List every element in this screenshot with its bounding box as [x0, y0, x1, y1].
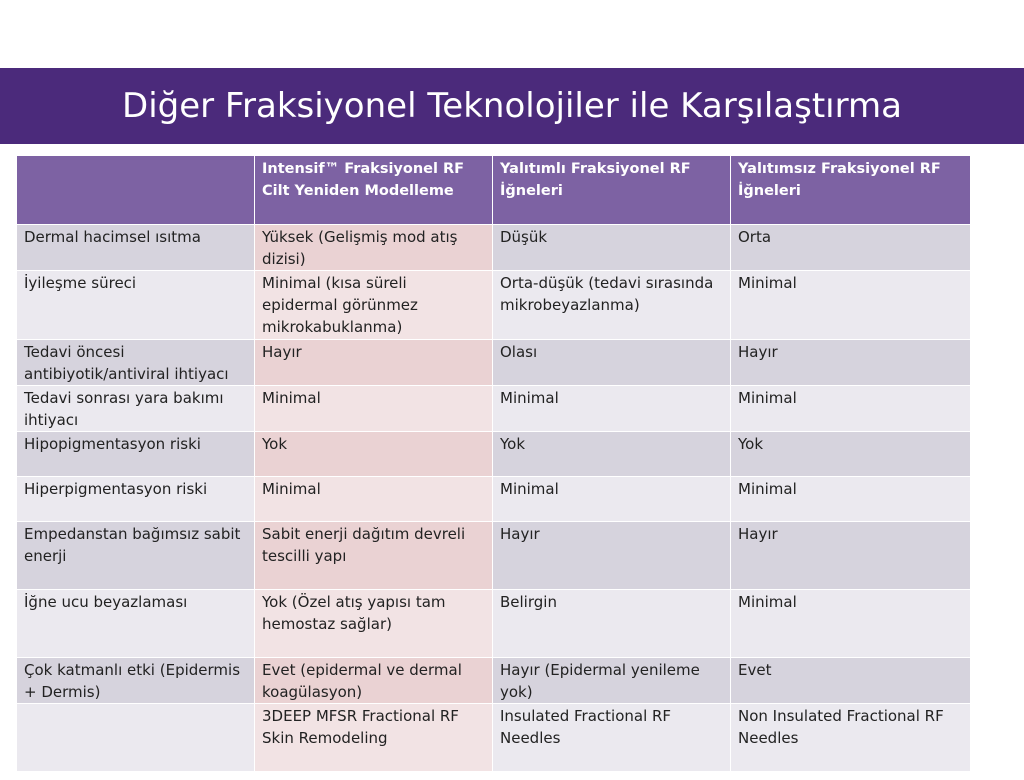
row-label	[17, 704, 255, 772]
cell-intensif: Minimal	[255, 477, 493, 522]
cell-non-insulated: Non Insulated Fractional RF Needles	[731, 704, 971, 772]
row-label: Tedavi sonrası yara bakımı ihtiyacı	[17, 386, 255, 432]
row-label: İyileşme süreci	[17, 271, 255, 340]
cell-insulated: Hayır	[493, 522, 731, 590]
slide-title: Diğer Fraksiyonel Teknolojiler ile Karşılaştırma	[122, 86, 902, 126]
row-label: Çok katmanlı etki (Epidermis + Dermis)	[17, 658, 255, 704]
cell-insulated: Belirgin	[493, 590, 731, 658]
table-row	[17, 658, 971, 704]
header-row	[17, 156, 971, 225]
cell-insulated: Hayır (Epidermal yenileme yok)	[493, 658, 731, 704]
table-row	[17, 386, 971, 432]
cell-intensif: Sabit enerji dağıtım devreli tescilli yapı	[255, 522, 493, 590]
table-row	[17, 432, 971, 477]
header-cell-intensif: Intensif™ Fraksiyonel RF Cilt Yeniden Modelleme	[255, 156, 493, 225]
cell-insulated: Yok	[493, 432, 731, 477]
header-cell-insulated: Yalıtımlı Fraksiyonel RF İğneleri	[493, 156, 731, 225]
cell-intensif: Evet (epidermal ve dermal koagülasyon)	[255, 658, 493, 704]
cell-intensif: Yüksek (Gelişmiş mod atış dizisi)	[255, 225, 493, 271]
cell-non-insulated: Minimal	[731, 271, 971, 340]
comparison-table	[16, 155, 971, 772]
cell-non-insulated: Hayır	[731, 340, 971, 386]
row-label: İğne ucu beyazlaması	[17, 590, 255, 658]
header-cell-empty	[17, 156, 255, 225]
cell-insulated: Orta-düşük (tedavi sırasında mikrobeyazlanma)	[493, 271, 731, 340]
cell-non-insulated: Evet	[731, 658, 971, 704]
cell-non-insulated: Minimal	[731, 590, 971, 658]
cell-intensif: Yok (Özel atış yapısı tam hemostaz sağlar)	[255, 590, 493, 658]
row-label: Hiperpigmentasyon riski	[17, 477, 255, 522]
table-row	[17, 522, 971, 590]
title-banner	[0, 68, 1024, 144]
table-row	[17, 340, 971, 386]
cell-insulated: Insulated Fractional RF Needles	[493, 704, 731, 772]
cell-intensif: Minimal	[255, 386, 493, 432]
row-label: Empedanstan bağımsız sabit enerji	[17, 522, 255, 590]
table-row	[17, 590, 971, 658]
cell-non-insulated: Orta	[731, 225, 971, 271]
row-label: Tedavi öncesi antibiyotik/antiviral ihtiyacı	[17, 340, 255, 386]
cell-insulated: Minimal	[493, 386, 731, 432]
cell-non-insulated: Yok	[731, 432, 971, 477]
cell-non-insulated: Minimal	[731, 386, 971, 432]
cell-intensif: 3DEEP MFSR Fractional RF Skin Remodeling	[255, 704, 493, 772]
row-label: Dermal hacimsel ısıtma	[17, 225, 255, 271]
table-row	[17, 704, 971, 772]
header-cell-non-insulated: Yalıtımsız Fraksiyonel RF İğneleri	[731, 156, 971, 225]
cell-insulated: Olası	[493, 340, 731, 386]
table-row	[17, 225, 971, 271]
table-row	[17, 271, 971, 340]
cell-intensif: Yok	[255, 432, 493, 477]
cell-non-insulated: Minimal	[731, 477, 971, 522]
table-row	[17, 477, 971, 522]
row-label: Hipopigmentasyon riski	[17, 432, 255, 477]
cell-intensif: Hayır	[255, 340, 493, 386]
cell-intensif: Minimal (kısa süreli epidermal görünmez mikrokabuklanma)	[255, 271, 493, 340]
cell-insulated: Düşük	[493, 225, 731, 271]
cell-non-insulated: Hayır	[731, 522, 971, 590]
cell-insulated: Minimal	[493, 477, 731, 522]
